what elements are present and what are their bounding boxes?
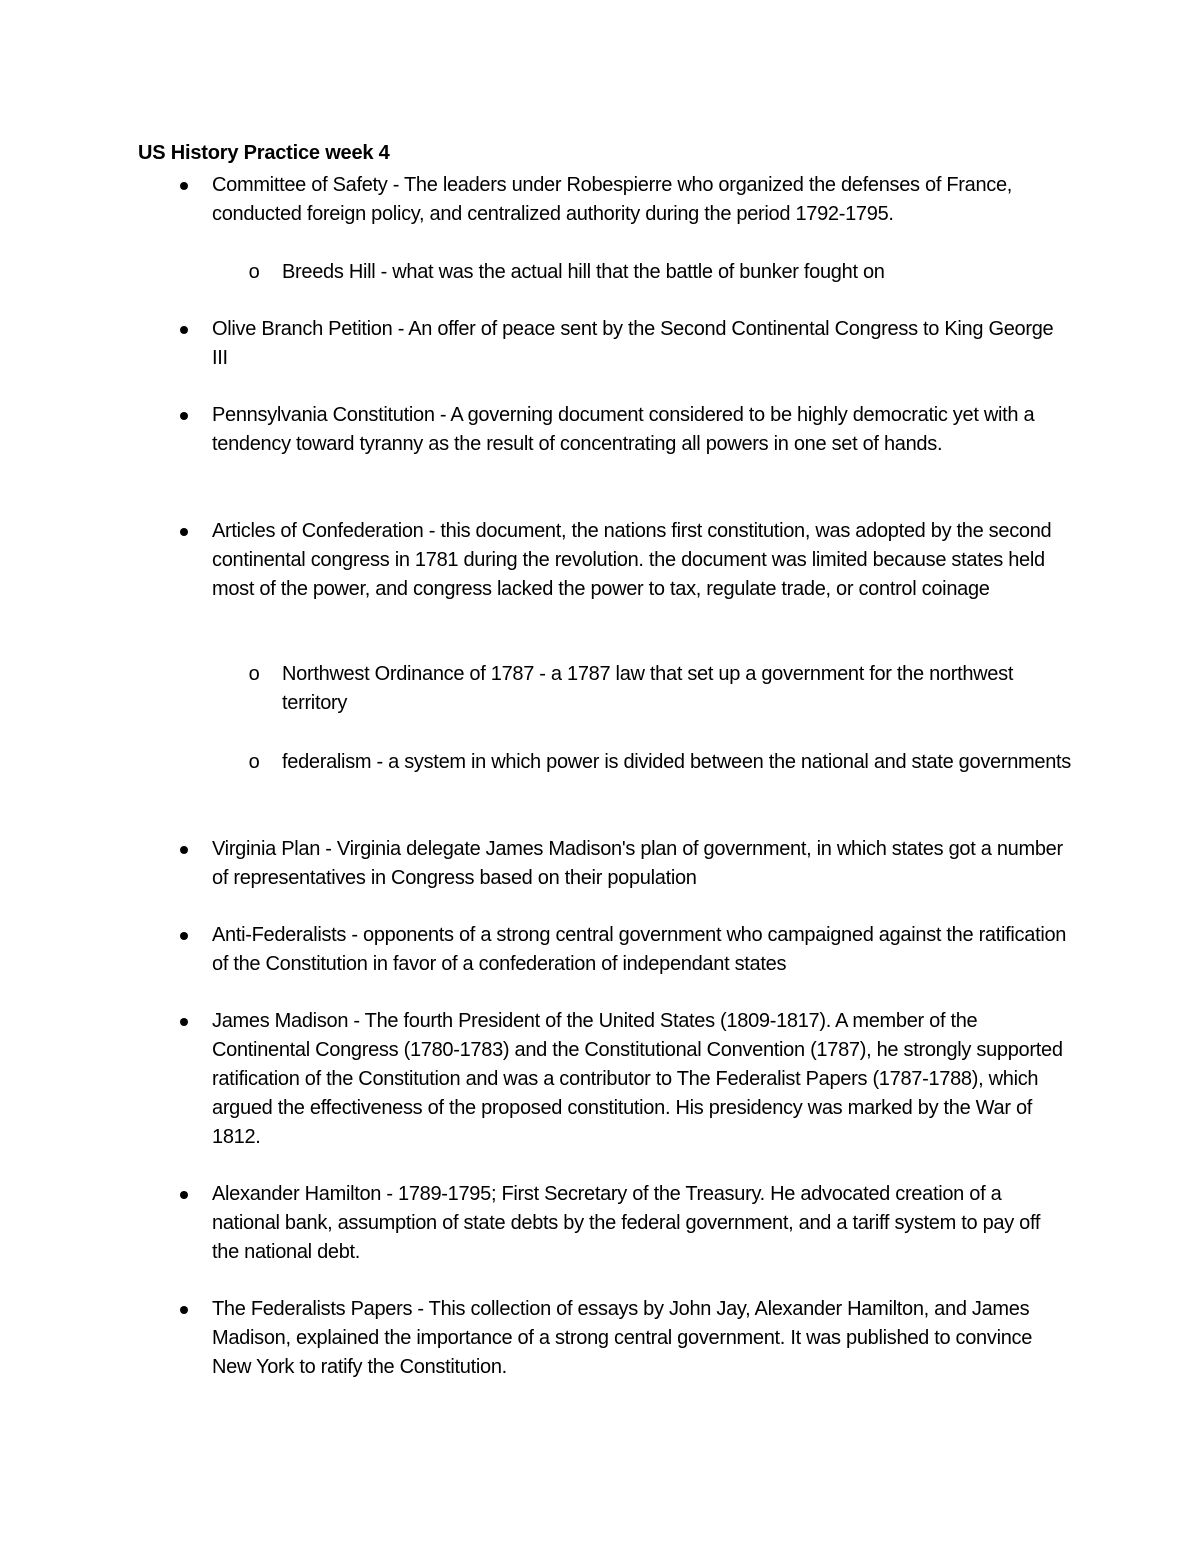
sub-list-item: [248, 748, 1072, 777]
circle-bullet-icon: o: [248, 663, 260, 685]
list-item-text: Anti-Federalists - opponents of a strong central government who campaigned against the ratification of the Constitution in favor of a confederation of independant states: [212, 924, 1067, 975]
list-item-text: Olive Branch Petition - An offer of peace sent by the Second Continental Congress to King George III: [212, 318, 1054, 369]
list-item-text: Virginia Plan - Virginia delegate James Madison's plan of government, in which states got a number of representatives in Congress based on their population: [212, 838, 1063, 889]
sub-list-item: [248, 258, 1072, 287]
list-item: [212, 517, 1072, 604]
list-item: [212, 315, 1072, 373]
list-item: [212, 835, 1072, 893]
list-item: [212, 401, 1072, 459]
list-item: [212, 1007, 1072, 1152]
list-item-text: The Federalists Papers - This collection of essays by John Jay, Alexander Hamilton, and James Madison, explained the importance of a strong central government. It was published to convince New York to ratify the Constitution.: [212, 1298, 1033, 1378]
circle-bullet-icon: o: [248, 261, 260, 283]
list-item-text: James Madison - The fourth President of the United States (1809-1817). A member of the Continental Congress (1780-1783) and the Constitutional Convention (1787), he strongly supported ratification of the Constitution and was a contributor to The Federalist Papers (1787-1788), which argued the effectiveness of the proposed constitution. His presidency was marked by the War of 1812.: [212, 1010, 1063, 1148]
list-item-text: Alexander Hamilton - 1789-1795; First Secretary of the Treasury. He advocated creation of a national bank, assumption of state debts by the federal government, and a tariff system to pay off the national debt.: [212, 1183, 1041, 1263]
list-item: [212, 1295, 1072, 1382]
list-item-text: Breeds Hill - what was the actual hill that the battle of bunker fought on: [282, 261, 885, 283]
circle-bullet-icon: o: [248, 751, 260, 773]
list-item: [212, 921, 1072, 979]
list-item-text: Northwest Ordinance of 1787 - a 1787 law that set up a government for the northwest territory: [282, 663, 1014, 714]
list-item: [212, 1180, 1072, 1267]
list-item-text: Committee of Safety - The leaders under Robespierre who organized the defenses of France, conducted foreign policy, and centralized authority during the period 1792-1795.: [212, 174, 1013, 225]
list-item: [212, 171, 1072, 229]
list-item-text: Pennsylvania Constitution - A governing document considered to be highly democratic yet with a tendency toward tyranny as the result of concentrating all powers in one set of hands.: [212, 404, 1035, 455]
sub-list-item: [248, 660, 1072, 718]
document-title: US History Practice week 4: [138, 142, 390, 164]
list-item-text: federalism - a system in which power is divided between the national and state governments: [282, 751, 1071, 773]
list-item-text: Articles of Confederation - this document, the nations first constitution, was adopted by the second continental congress in 1781 during the revolution. the document was limited because states held most of the power, and congress lacked the power to tax, regulate trade, or control coinage: [212, 520, 1052, 600]
